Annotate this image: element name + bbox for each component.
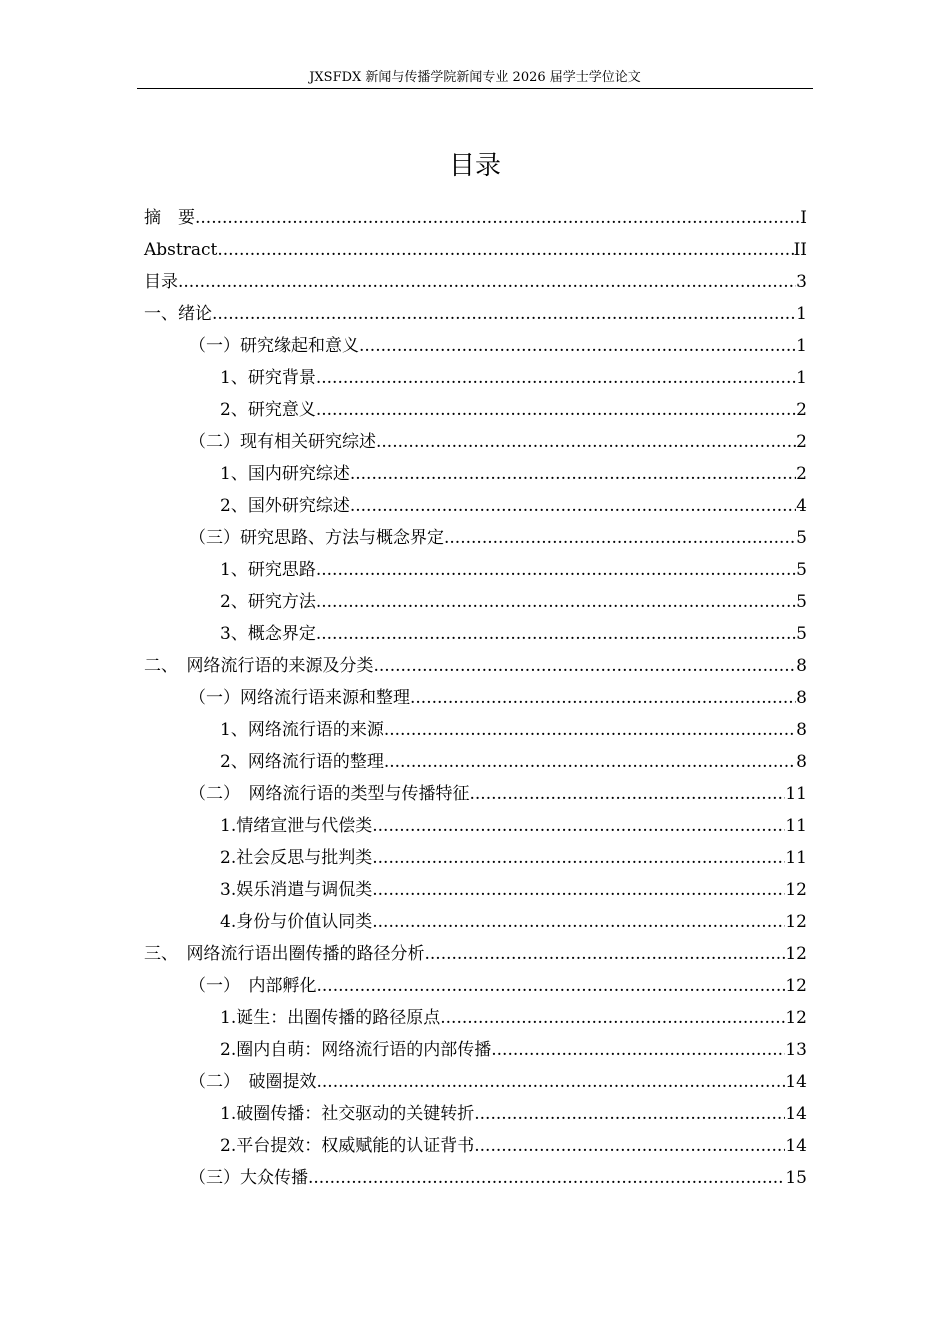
toc-entry-page-number: 3 [796,272,807,292]
toc-entry-page-number: I [800,208,807,228]
toc-entry-page-number: 5 [796,528,807,548]
toc-entry-page-number: 4 [796,496,807,516]
dot-leader [372,874,785,906]
toc-entry-label: 1、研究思路 [220,560,316,580]
toc-entry-page-number: 8 [796,656,807,676]
dot-leader [470,778,786,810]
toc-entry-label: 2、网络流行语的整理 [220,752,384,772]
toc-entry[interactable] [144,970,807,1002]
dot-leader [316,554,796,586]
toc-entry-label: 2.社会反思与批判类 [220,848,373,868]
toc-entry-page-number: 14 [785,1072,807,1092]
toc-entry[interactable] [144,938,807,970]
toc-entry-page-number: 14 [785,1136,807,1156]
toc-entry-label: 4.身份与价值认同类 [220,912,373,932]
toc-entry-label: 1、网络流行语的来源 [220,720,384,740]
dot-leader [474,1098,785,1130]
dot-leader [372,842,785,874]
toc-entry[interactable] [144,1098,807,1130]
toc-entry[interactable] [144,458,807,490]
dot-leader [384,714,796,746]
toc-entry[interactable] [144,202,807,234]
toc-entry[interactable] [144,1130,807,1162]
toc-entry-label: 1.诞生：出圈传播的路径原点 [220,1008,441,1028]
toc-entry-label: 3.娱乐消遣与调侃类 [220,880,373,900]
toc-entry[interactable] [144,746,807,778]
toc-entry-page-number: 12 [785,912,807,932]
toc-entry-label: 2、研究意义 [220,400,316,420]
dot-leader [350,490,796,522]
toc-entry-label: （一） 内部孵化 [189,976,317,996]
toc-entry[interactable] [144,586,807,618]
table-of-contents [144,202,807,1194]
dot-leader [372,810,785,842]
toc-entry-page-number: 12 [785,976,807,996]
toc-entry[interactable] [144,1002,807,1034]
toc-entry-label: 二、 网络流行语的来源及分类 [144,656,374,676]
dot-leader [491,1034,785,1066]
toc-entry-page-number: 5 [796,560,807,580]
toc-entry[interactable] [144,874,807,906]
dot-leader [316,394,796,426]
toc-entry-page-number: 5 [796,624,807,644]
toc-entry-page-number: 1 [796,336,807,356]
toc-entry[interactable] [144,778,807,810]
dot-leader [410,682,796,714]
toc-entry-label: 3、概念界定 [220,624,316,644]
toc-entry[interactable] [144,330,807,362]
toc-entry-label: 2.平台提效：权威赋能的认证背书 [220,1136,475,1156]
toc-entry-label: （一）网络流行语来源和整理 [189,688,410,708]
toc-entry[interactable] [144,1066,807,1098]
toc-entry-label: 1.情绪宣泄与代偿类 [220,816,373,836]
toc-entry[interactable] [144,266,807,298]
toc-entry[interactable] [144,426,807,458]
toc-entry-page-number: 8 [796,688,807,708]
toc-entry-page-number: 2 [796,432,807,452]
header-rule [137,88,813,89]
dot-leader [372,906,785,938]
toc-entry-page-number: 12 [785,1008,807,1028]
toc-entry[interactable] [144,234,807,266]
toc-entry-label: （一）研究缘起和意义 [189,336,359,356]
toc-entry[interactable] [144,714,807,746]
toc-entry-page-number: 15 [785,1168,807,1188]
dot-leader [317,1066,786,1098]
toc-entry-label: 2、研究方法 [220,592,316,612]
dot-leader [444,522,796,554]
toc-entry[interactable] [144,682,807,714]
dot-leader [317,970,786,1002]
toc-entry[interactable] [144,298,807,330]
dot-leader [440,1002,785,1034]
toc-entry-page-number: 5 [796,592,807,612]
toc-entry-page-number: II [793,240,807,260]
toc-entry-page-number: 11 [785,816,807,836]
toc-entry-label: （二） 网络流行语的类型与传播特征 [189,784,470,804]
dot-leader [316,362,796,394]
toc-entry[interactable] [144,810,807,842]
toc-entry-page-number: 2 [796,464,807,484]
toc-entry-label: 1.破圈传播：社交驱动的关键转折 [220,1104,475,1124]
toc-entry-page-number: 8 [796,720,807,740]
toc-entry[interactable] [144,490,807,522]
toc-entry-page-number: 1 [796,368,807,388]
dot-leader [178,266,796,298]
toc-entry-label: （三）研究思路、方法与概念界定 [189,528,444,548]
dot-leader [374,650,797,682]
dot-leader [350,458,796,490]
toc-entry-page-number: 12 [785,880,807,900]
dot-leader [384,746,796,778]
dot-leader [308,1162,785,1194]
toc-title: 目录 [448,151,501,181]
toc-entry[interactable] [144,906,807,938]
toc-entry[interactable] [144,522,807,554]
dot-leader [376,426,796,458]
toc-entry-label: 1、研究背景 [220,368,316,388]
dot-leader [474,1130,785,1162]
toc-entry[interactable] [144,1034,807,1066]
dot-leader [212,298,796,330]
toc-entry-label: 目录 [144,272,178,292]
toc-entry-label: 2、国外研究综述 [220,496,350,516]
toc-entry-label: （二） 破圈提效 [189,1072,317,1092]
dot-leader [217,234,793,266]
toc-entry-label: 2.圈内自萌：网络流行语的内部传播 [220,1040,492,1060]
toc-entry[interactable] [144,1162,807,1194]
toc-entry-label: Abstract [144,240,218,260]
toc-entry[interactable] [144,618,807,650]
toc-entry-page-number: 2 [796,400,807,420]
dot-leader [195,202,800,234]
toc-entry-page-number: 13 [785,1040,807,1060]
toc-entry-label: 一、绪论 [144,304,212,324]
dot-leader [425,938,786,970]
toc-entry-page-number: 14 [785,1104,807,1124]
toc-entry[interactable] [144,650,807,682]
toc-entry-label: （二）现有相关研究综述 [189,432,376,452]
dot-leader [359,330,796,362]
dot-leader [316,618,796,650]
toc-entry[interactable] [144,554,807,586]
toc-entry-label: 三、 网络流行语出圈传播的路径分析 [144,944,425,964]
toc-entry-label: 摘 要 [144,208,195,228]
toc-entry-page-number: 11 [785,848,807,868]
toc-entry-page-number: 8 [796,752,807,772]
page-header: JXSFDX 新闻与传播学院新闻专业 2026 届学士学位论文 [309,70,641,85]
toc-entry-label: 1、国内研究综述 [220,464,350,484]
toc-entry[interactable] [144,842,807,874]
toc-entry-page-number: 12 [785,944,807,964]
toc-entry-page-number: 1 [796,304,807,324]
toc-entry-label: （三）大众传播 [189,1168,308,1188]
toc-entry-page-number: 11 [785,784,807,804]
toc-entry[interactable] [144,362,807,394]
toc-entry[interactable] [144,394,807,426]
dot-leader [316,586,796,618]
